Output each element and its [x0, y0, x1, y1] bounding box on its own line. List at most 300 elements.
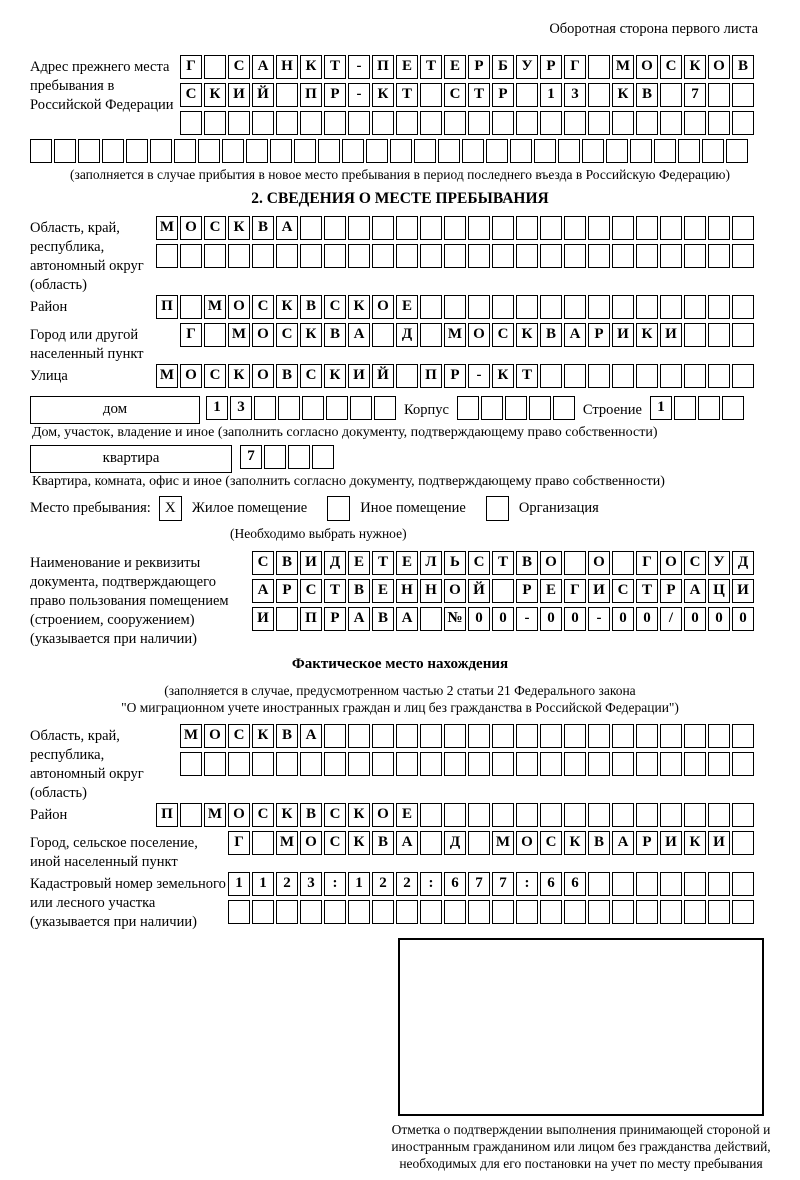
char-box[interactable]	[588, 364, 610, 388]
char-box[interactable]: 0	[564, 607, 586, 631]
char-box[interactable]	[708, 216, 730, 240]
char-box[interactable]	[420, 244, 442, 268]
char-box[interactable]	[228, 111, 250, 135]
char-box[interactable]	[612, 551, 634, 575]
char-box[interactable]: А	[348, 607, 370, 631]
char-box[interactable]	[492, 111, 514, 135]
char-box[interactable]: С	[492, 323, 514, 347]
char-box[interactable]	[558, 139, 580, 163]
char-box[interactable]	[612, 752, 634, 776]
char-box[interactable]	[228, 244, 250, 268]
char-box[interactable]	[660, 364, 682, 388]
char-box[interactable]: К	[516, 323, 538, 347]
char-box[interactable]: А	[276, 216, 298, 240]
char-box[interactable]: М	[612, 55, 634, 79]
char-box[interactable]	[300, 752, 322, 776]
char-box[interactable]	[732, 216, 754, 240]
char-box[interactable]	[396, 216, 418, 240]
char-box[interactable]: К	[228, 364, 250, 388]
char-box[interactable]	[492, 900, 514, 924]
char-box[interactable]: К	[564, 831, 586, 855]
char-box[interactable]: Р	[636, 831, 658, 855]
char-box[interactable]	[564, 803, 586, 827]
char-box[interactable]	[396, 111, 418, 135]
char-box[interactable]: М	[444, 323, 466, 347]
char-box[interactable]	[564, 551, 586, 575]
char-box[interactable]: С	[228, 55, 250, 79]
char-box[interactable]: У	[708, 551, 730, 575]
char-box[interactable]	[660, 244, 682, 268]
char-box[interactable]	[492, 244, 514, 268]
char-box[interactable]	[444, 900, 466, 924]
char-box[interactable]	[348, 216, 370, 240]
char-box[interactable]: Р	[660, 579, 682, 603]
char-box[interactable]: К	[372, 83, 394, 107]
char-box[interactable]	[444, 295, 466, 319]
char-box[interactable]: И	[228, 83, 250, 107]
char-box[interactable]	[660, 872, 682, 896]
char-box[interactable]	[726, 139, 748, 163]
char-box[interactable]	[684, 724, 706, 748]
char-box[interactable]: 1	[348, 872, 370, 896]
char-box[interactable]: Й	[468, 579, 490, 603]
char-box[interactable]: Н	[276, 55, 298, 79]
char-box[interactable]	[606, 139, 628, 163]
char-box[interactable]	[732, 900, 754, 924]
char-box[interactable]	[612, 216, 634, 240]
char-box[interactable]	[414, 139, 436, 163]
char-box[interactable]	[612, 295, 634, 319]
char-box[interactable]: К	[684, 831, 706, 855]
char-box[interactable]	[30, 139, 52, 163]
char-box[interactable]: У	[516, 55, 538, 79]
char-box[interactable]: И	[660, 831, 682, 855]
char-box[interactable]	[516, 244, 538, 268]
char-box[interactable]: :	[420, 872, 442, 896]
char-box[interactable]: О	[636, 55, 658, 79]
char-box[interactable]: И	[300, 551, 322, 575]
char-box[interactable]	[481, 396, 503, 420]
char-box[interactable]: 7	[684, 83, 706, 107]
char-box[interactable]	[348, 752, 370, 776]
char-box[interactable]	[78, 139, 100, 163]
char-box[interactable]	[492, 803, 514, 827]
char-box[interactable]	[180, 803, 202, 827]
char-box[interactable]: Р	[324, 607, 346, 631]
char-box[interactable]	[684, 803, 706, 827]
char-box[interactable]	[516, 216, 538, 240]
char-box[interactable]	[396, 364, 418, 388]
char-box[interactable]: Д	[324, 551, 346, 575]
char-box[interactable]: И	[588, 579, 610, 603]
char-box[interactable]: С	[444, 83, 466, 107]
char-box[interactable]	[636, 295, 658, 319]
char-box[interactable]: О	[516, 831, 538, 855]
char-box[interactable]	[300, 900, 322, 924]
char-box[interactable]: Н	[420, 579, 442, 603]
char-box[interactable]	[492, 579, 514, 603]
char-box[interactable]: В	[372, 607, 394, 631]
char-box[interactable]	[288, 445, 310, 469]
char-box[interactable]	[444, 803, 466, 827]
char-box[interactable]	[588, 244, 610, 268]
char-box[interactable]	[252, 244, 274, 268]
char-box[interactable]	[702, 139, 724, 163]
char-box[interactable]	[529, 396, 551, 420]
char-box[interactable]	[684, 323, 706, 347]
char-box[interactable]	[708, 872, 730, 896]
char-box[interactable]: Т	[516, 364, 538, 388]
char-box[interactable]: С	[252, 295, 274, 319]
char-box[interactable]	[390, 139, 412, 163]
char-box[interactable]	[660, 216, 682, 240]
char-box[interactable]: В	[300, 803, 322, 827]
char-box[interactable]	[318, 139, 340, 163]
char-box[interactable]: Р	[276, 579, 298, 603]
char-box[interactable]: 0	[612, 607, 634, 631]
char-box[interactable]: 0	[492, 607, 514, 631]
char-box[interactable]: :	[324, 872, 346, 896]
char-box[interactable]: А	[300, 724, 322, 748]
char-box[interactable]	[678, 139, 700, 163]
char-box[interactable]: 0	[732, 607, 754, 631]
char-box[interactable]: О	[252, 323, 274, 347]
char-box[interactable]	[396, 724, 418, 748]
char-box[interactable]	[492, 295, 514, 319]
char-box[interactable]	[372, 724, 394, 748]
char-box[interactable]	[372, 244, 394, 268]
checkbox-residential[interactable]: X	[159, 496, 182, 521]
char-box[interactable]	[372, 323, 394, 347]
char-box[interactable]: С	[468, 551, 490, 575]
char-box[interactable]: Г	[228, 831, 250, 855]
char-box[interactable]: О	[204, 724, 226, 748]
char-box[interactable]: 2	[396, 872, 418, 896]
char-box[interactable]	[564, 724, 586, 748]
char-box[interactable]: К	[300, 55, 322, 79]
char-box[interactable]	[324, 752, 346, 776]
char-box[interactable]	[636, 803, 658, 827]
char-box[interactable]: С	[204, 216, 226, 240]
char-box[interactable]	[396, 900, 418, 924]
char-box[interactable]	[732, 244, 754, 268]
char-box[interactable]	[564, 216, 586, 240]
char-box[interactable]	[180, 752, 202, 776]
char-box[interactable]	[276, 607, 298, 631]
char-box[interactable]: А	[348, 323, 370, 347]
char-box[interactable]: И	[252, 607, 274, 631]
char-box[interactable]	[198, 139, 220, 163]
char-box[interactable]: С	[612, 579, 634, 603]
char-box[interactable]	[126, 139, 148, 163]
char-box[interactable]	[420, 295, 442, 319]
char-box[interactable]	[180, 111, 202, 135]
char-box[interactable]: П	[300, 83, 322, 107]
char-box[interactable]	[612, 872, 634, 896]
char-box[interactable]	[276, 752, 298, 776]
char-box[interactable]: :	[516, 872, 538, 896]
char-box[interactable]	[438, 139, 460, 163]
char-box[interactable]: К	[684, 55, 706, 79]
char-box[interactable]: К	[348, 295, 370, 319]
char-box[interactable]	[326, 396, 348, 420]
char-box[interactable]: В	[276, 551, 298, 575]
char-box[interactable]	[102, 139, 124, 163]
char-box[interactable]	[420, 216, 442, 240]
char-box[interactable]	[732, 872, 754, 896]
char-box[interactable]	[468, 724, 490, 748]
char-box[interactable]	[636, 364, 658, 388]
char-box[interactable]	[612, 724, 634, 748]
char-box[interactable]: 7	[468, 872, 490, 896]
char-box[interactable]	[228, 900, 250, 924]
char-box[interactable]	[396, 244, 418, 268]
char-box[interactable]: В	[324, 323, 346, 347]
char-box[interactable]	[708, 295, 730, 319]
char-box[interactable]: О	[444, 579, 466, 603]
char-box[interactable]: К	[276, 295, 298, 319]
char-box[interactable]	[540, 900, 562, 924]
house-type-box[interactable]: дом	[30, 396, 200, 424]
char-box[interactable]	[540, 364, 562, 388]
char-box[interactable]: И	[732, 579, 754, 603]
char-box[interactable]: К	[348, 831, 370, 855]
char-box[interactable]	[348, 244, 370, 268]
char-box[interactable]: М	[492, 831, 514, 855]
char-box[interactable]: Р	[324, 83, 346, 107]
char-box[interactable]: И	[612, 323, 634, 347]
checkbox-organization[interactable]	[486, 496, 509, 521]
char-box[interactable]	[516, 295, 538, 319]
char-box[interactable]: М	[228, 323, 250, 347]
char-box[interactable]: 0	[468, 607, 490, 631]
char-box[interactable]: С	[252, 551, 274, 575]
char-box[interactable]: М	[204, 295, 226, 319]
char-box[interactable]: Е	[396, 295, 418, 319]
char-box[interactable]	[372, 752, 394, 776]
char-box[interactable]: А	[396, 607, 418, 631]
char-box[interactable]	[372, 216, 394, 240]
char-box[interactable]: 0	[684, 607, 706, 631]
char-box[interactable]	[276, 111, 298, 135]
char-box[interactable]: С	[300, 364, 322, 388]
char-box[interactable]	[636, 216, 658, 240]
char-box[interactable]	[564, 111, 586, 135]
char-box[interactable]	[204, 111, 226, 135]
char-box[interactable]: Е	[396, 803, 418, 827]
char-box[interactable]	[732, 724, 754, 748]
char-box[interactable]: Р	[468, 55, 490, 79]
char-box[interactable]	[516, 900, 538, 924]
char-box[interactable]: В	[300, 295, 322, 319]
char-box[interactable]	[366, 139, 388, 163]
char-box[interactable]: Д	[732, 551, 754, 575]
char-box[interactable]: С	[276, 323, 298, 347]
char-box[interactable]	[564, 295, 586, 319]
char-box[interactable]	[300, 244, 322, 268]
char-box[interactable]: Е	[540, 579, 562, 603]
char-box[interactable]	[698, 396, 720, 420]
char-box[interactable]	[636, 111, 658, 135]
checkbox-other-premises[interactable]	[327, 496, 350, 521]
char-box[interactable]	[516, 724, 538, 748]
char-box[interactable]: О	[180, 216, 202, 240]
char-box[interactable]: К	[636, 323, 658, 347]
char-box[interactable]: О	[708, 55, 730, 79]
char-box[interactable]	[732, 83, 754, 107]
char-box[interactable]: 7	[492, 872, 514, 896]
char-box[interactable]: Й	[372, 364, 394, 388]
char-box[interactable]: О	[588, 551, 610, 575]
char-box[interactable]: 1	[252, 872, 274, 896]
char-box[interactable]: 2	[372, 872, 394, 896]
char-box[interactable]	[732, 295, 754, 319]
char-box[interactable]	[294, 139, 316, 163]
char-box[interactable]	[540, 724, 562, 748]
char-box[interactable]	[684, 111, 706, 135]
char-box[interactable]: Е	[396, 551, 418, 575]
char-box[interactable]: С	[252, 803, 274, 827]
char-box[interactable]	[636, 900, 658, 924]
char-box[interactable]	[420, 724, 442, 748]
char-box[interactable]	[588, 752, 610, 776]
char-box[interactable]: В	[732, 55, 754, 79]
char-box[interactable]: Л	[420, 551, 442, 575]
char-box[interactable]: 3	[564, 83, 586, 107]
char-box[interactable]	[348, 900, 370, 924]
char-box[interactable]	[684, 216, 706, 240]
char-box[interactable]	[180, 244, 202, 268]
char-box[interactable]	[636, 872, 658, 896]
char-box[interactable]	[348, 724, 370, 748]
char-box[interactable]: Т	[420, 55, 442, 79]
char-box[interactable]	[302, 396, 324, 420]
char-box[interactable]: П	[300, 607, 322, 631]
char-box[interactable]: Д	[396, 323, 418, 347]
char-box[interactable]	[553, 396, 575, 420]
char-box[interactable]: М	[276, 831, 298, 855]
char-box[interactable]: С	[324, 831, 346, 855]
char-box[interactable]	[636, 244, 658, 268]
char-box[interactable]	[564, 900, 586, 924]
char-box[interactable]	[204, 752, 226, 776]
char-box[interactable]: О	[180, 364, 202, 388]
char-box[interactable]: М	[180, 724, 202, 748]
char-box[interactable]	[540, 803, 562, 827]
char-box[interactable]: П	[156, 295, 178, 319]
char-box[interactable]: С	[228, 724, 250, 748]
char-box[interactable]: Е	[372, 579, 394, 603]
char-box[interactable]	[468, 111, 490, 135]
char-box[interactable]	[420, 323, 442, 347]
char-box[interactable]	[636, 724, 658, 748]
char-box[interactable]: Р	[540, 55, 562, 79]
char-box[interactable]	[444, 752, 466, 776]
char-box[interactable]: К	[228, 216, 250, 240]
char-box[interactable]: О	[468, 323, 490, 347]
char-box[interactable]	[732, 323, 754, 347]
char-box[interactable]	[684, 295, 706, 319]
char-box[interactable]	[420, 803, 442, 827]
char-box[interactable]: Г	[636, 551, 658, 575]
char-box[interactable]: О	[372, 295, 394, 319]
char-box[interactable]: Г	[564, 55, 586, 79]
char-box[interactable]	[312, 445, 334, 469]
char-box[interactable]	[204, 55, 226, 79]
char-box[interactable]	[457, 396, 479, 420]
char-box[interactable]	[684, 752, 706, 776]
char-box[interactable]: А	[684, 579, 706, 603]
char-box[interactable]: 1	[228, 872, 250, 896]
char-box[interactable]: Т	[468, 83, 490, 107]
char-box[interactable]	[348, 111, 370, 135]
char-box[interactable]: Е	[396, 55, 418, 79]
char-box[interactable]: К	[252, 724, 274, 748]
char-box[interactable]	[252, 752, 274, 776]
char-box[interactable]	[324, 111, 346, 135]
char-box[interactable]: В	[540, 323, 562, 347]
char-box[interactable]	[660, 83, 682, 107]
char-box[interactable]: -	[348, 55, 370, 79]
char-box[interactable]: С	[300, 579, 322, 603]
char-box[interactable]	[492, 216, 514, 240]
char-box[interactable]: Г	[564, 579, 586, 603]
char-box[interactable]: И	[660, 323, 682, 347]
char-box[interactable]: Д	[444, 831, 466, 855]
char-box[interactable]	[150, 139, 172, 163]
char-box[interactable]	[180, 295, 202, 319]
char-box[interactable]: П	[420, 364, 442, 388]
char-box[interactable]	[588, 803, 610, 827]
char-box[interactable]: -	[588, 607, 610, 631]
char-box[interactable]: 0	[540, 607, 562, 631]
char-box[interactable]	[564, 752, 586, 776]
char-box[interactable]	[420, 607, 442, 631]
char-box[interactable]: 1	[650, 396, 672, 420]
char-box[interactable]: /	[660, 607, 682, 631]
char-box[interactable]: А	[252, 55, 274, 79]
char-box[interactable]	[468, 803, 490, 827]
char-box[interactable]: О	[252, 364, 274, 388]
char-box[interactable]: К	[348, 803, 370, 827]
char-box[interactable]	[708, 752, 730, 776]
char-box[interactable]: В	[516, 551, 538, 575]
char-box[interactable]: 3	[230, 396, 252, 420]
char-box[interactable]	[374, 396, 396, 420]
char-box[interactable]	[588, 295, 610, 319]
char-box[interactable]: Б	[492, 55, 514, 79]
char-box[interactable]	[54, 139, 76, 163]
char-box[interactable]: П	[156, 803, 178, 827]
char-box[interactable]	[534, 139, 556, 163]
char-box[interactable]	[420, 900, 442, 924]
char-box[interactable]: Г	[180, 55, 202, 79]
char-box[interactable]	[516, 803, 538, 827]
char-box[interactable]: Г	[180, 323, 202, 347]
char-box[interactable]: М	[204, 803, 226, 827]
char-box[interactable]: К	[492, 364, 514, 388]
char-box[interactable]	[468, 831, 490, 855]
char-box[interactable]: М	[156, 364, 178, 388]
char-box[interactable]: 2	[276, 872, 298, 896]
char-box[interactable]	[276, 244, 298, 268]
char-box[interactable]	[660, 111, 682, 135]
char-box[interactable]	[492, 752, 514, 776]
char-box[interactable]	[510, 139, 532, 163]
char-box[interactable]: Е	[348, 551, 370, 575]
char-box[interactable]: Р	[444, 364, 466, 388]
char-box[interactable]	[204, 323, 226, 347]
